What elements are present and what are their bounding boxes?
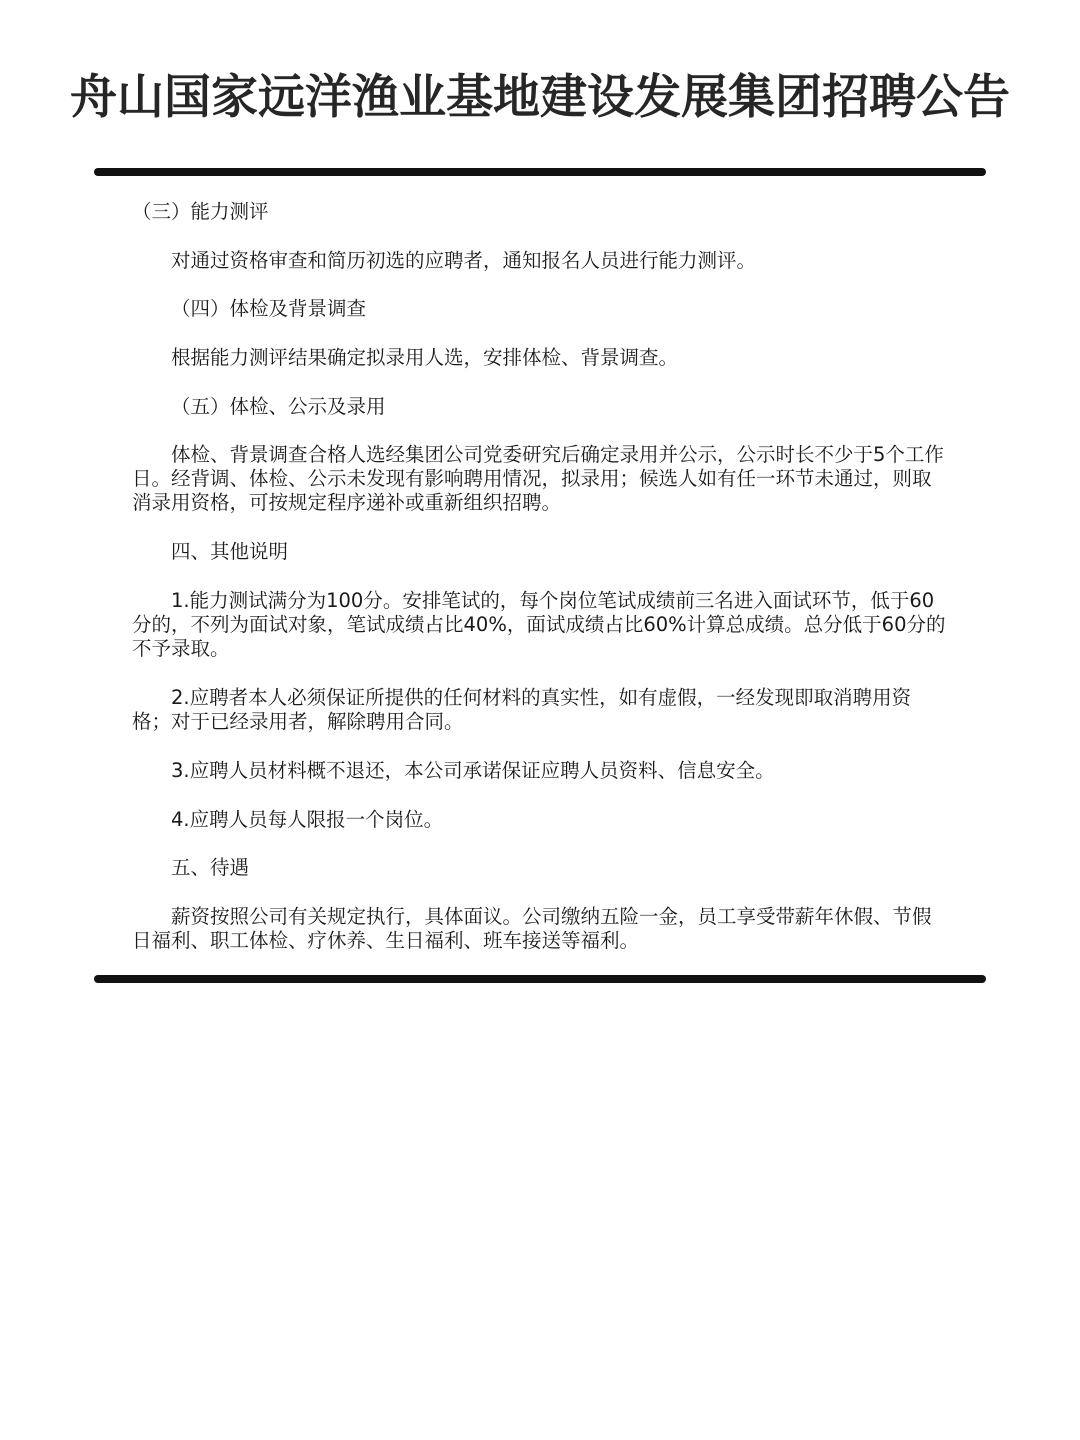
top-divider [94, 168, 986, 176]
paragraph-publicity-hiring: 体检、背景调查合格人选经集团公司党委研究后确定录用并公示，公示时长不少于5个工作日。经背调、体检、公示未发现有影响聘用情况，拟录用；候选人如有任一环节未通过，则取消录用资格，可按规定程序递补或重新组织招聘。 [132, 443, 944, 514]
paragraph-note-2: 2.应聘者本人必须保证所提供的任何材料的真实性，如有虚假，一经发现即取消聘用资格；对于已经录用者，解除聘用合同。 [132, 686, 912, 733]
paragraph-note-3: 3.应聘人员材料概不退还，本公司承诺保证应聘人员资料、信息安全。 [171, 759, 775, 782]
paragraph-note-1: 1.能力测试满分为100分。安排笔试的，每个岗位笔试成绩前三名进入面试环节，低于60分的，不列为面试对象，笔试成绩占比40%，面试成绩占比60%计算总成绩。总分低于60分的不予录取。 [132, 589, 946, 660]
paragraph-benefits: 薪资按照公司有关规定执行，具体面议。公司缴纳五险一金，员工享受带薪年休假、节假日福利、职工体检、疗休养、生日福利、班车接送等福利。 [132, 905, 932, 952]
paragraph-note-4: 4.应聘人员每人限报一个岗位。 [171, 808, 444, 831]
section-heading-publicity-hiring: （五）体检、公示及录用 [171, 395, 386, 418]
paragraph-ability-assessment: 对通过资格审查和简历初选的应聘者，通知报名人员进行能力测评。 [171, 249, 757, 272]
bottom-divider [94, 975, 986, 983]
section-heading-medical-background: （四）体检及背景调查 [171, 297, 367, 320]
section-heading-benefits: 五、待遇 [171, 856, 250, 879]
section-heading-ability-assessment: （三）能力测评 [132, 200, 269, 223]
paragraph-medical-background: 根据能力测评结果确定拟录用人选，安排体检、背景调查。 [171, 346, 679, 369]
section-heading-other-notes: 四、其他说明 [171, 540, 289, 563]
page-title: 舟山国家远洋渔业基地建设发展集团招聘公告 [70, 70, 1010, 125]
